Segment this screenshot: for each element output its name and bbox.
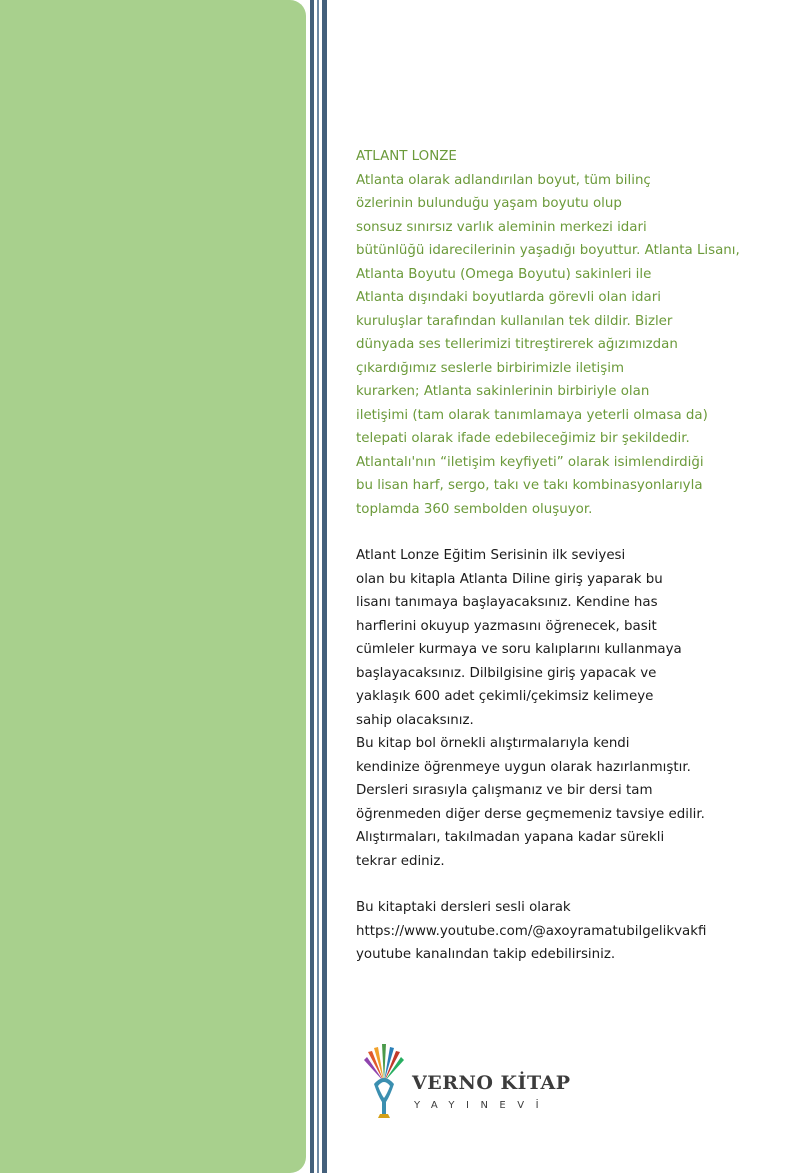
intro-line: dünyada ses tellerimizi titreştirerek ağızımızdan: [356, 337, 678, 352]
description-line: tekrar ediniz.: [356, 853, 445, 869]
intro-line: Atlantalı'nın “iletişim keyfiyeti” olarak isimlendirdiği: [356, 454, 704, 470]
spine-stripe: [322, 0, 327, 1173]
intro-line: sonsuz sınırsız varlık aleminin merkezi idari: [356, 219, 647, 235]
description-line: yaklaşık 600 adet çekimli/çekimsiz kelimeye: [356, 689, 654, 704]
description-line: öğrenmeden diğer derse geçmemeniz tavsiye edilir.: [356, 806, 705, 822]
publisher-logo: [360, 1042, 580, 1122]
description-line: kendinize öğrenmeye uygun olarak hazırlanmıştır.: [356, 759, 691, 775]
intro-paragraph: [356, 145, 776, 521]
intro-line: Atlanta Boyutu (Omega Boyutu) sakinleri ile: [356, 266, 652, 282]
youtube-url: https://www.youtube.com/@axoyramatubilgelikvakfi: [356, 923, 707, 939]
intro-line: telepati olarak ifade edebileceğimiz bir şekildedir.: [356, 431, 690, 446]
description-line: Bu kitap bol örnekli alıştırmalarıyla kendi: [356, 736, 630, 751]
description-line: cümleler kurmaya ve soru kalıplarını kullanmaya: [356, 642, 682, 657]
intro-line: kurarken; Atlanta sakinlerinin birbiriyle olan: [356, 384, 650, 399]
description-line: harflerini okuyup yazmasını öğrenecek, basit: [356, 618, 657, 634]
back-cover-green-panel: [0, 0, 306, 1173]
back-cover-text: [356, 145, 776, 967]
intro-line: kuruluşlar tarafından kullanılan tek dildir. Bizler: [356, 313, 673, 329]
intro-line: iletişimi (tam olarak tanımlamaya yeterli olmasa da): [356, 407, 708, 423]
intro-line: bu lisan harf, sergo, takı ve takı kombinasyonlarıyla: [356, 478, 703, 493]
description-line: Atlant Lonze Eğitim Serisinin ilk seviyesi: [356, 548, 626, 563]
description-line: sahip olacaksınız.: [356, 712, 474, 728]
description-line: Dersleri sırasıyla çalışmanız ve bir dersi tam: [356, 783, 653, 798]
intro-line: Atlanta dışındaki boyutlarda görevli olan idari: [356, 290, 661, 305]
feather-fan-logo-icon: [360, 1042, 408, 1118]
description-line: başlayacaksınız. Dilbilgisine giriş yapacak ve: [356, 665, 657, 681]
publisher-name: VERNO KİTAP: [412, 1072, 571, 1094]
description-paragraph: [356, 544, 776, 873]
intro-line: çıkardığımız seslerle birbirimizle iletişim: [356, 360, 625, 376]
description-line: lisanı tanımaya başlayacaksınız. Kendine has: [356, 595, 658, 610]
intro-line: özlerinin bulunduğu yaşam boyutu olup: [356, 196, 622, 211]
audio-lessons-note: [356, 896, 776, 967]
description-line: Alıştırmaları, takılmadan yapana kadar sürekli: [356, 830, 665, 845]
intro-title: ATLANT LONZE: [356, 149, 457, 164]
audio-note-line: Bu kitaptaki dersleri sesli olarak: [356, 900, 571, 915]
intro-line: toplamda 360 sembolden oluşuyor.: [356, 501, 593, 517]
description-line: olan bu kitapla Atlanta Diline giriş yaparak bu: [356, 571, 663, 587]
audio-note-line: youtube kanalından takip edebilirsiniz.: [356, 947, 616, 962]
publisher-subtitle: YAYINEVİ: [414, 1100, 551, 1111]
intro-line: bütünlüğü idarecilerinin yaşadığı boyuttur. Atlanta Lisanı,: [356, 243, 740, 258]
intro-line: Atlanta olarak adlandırılan boyut, tüm bilinç: [356, 172, 651, 188]
